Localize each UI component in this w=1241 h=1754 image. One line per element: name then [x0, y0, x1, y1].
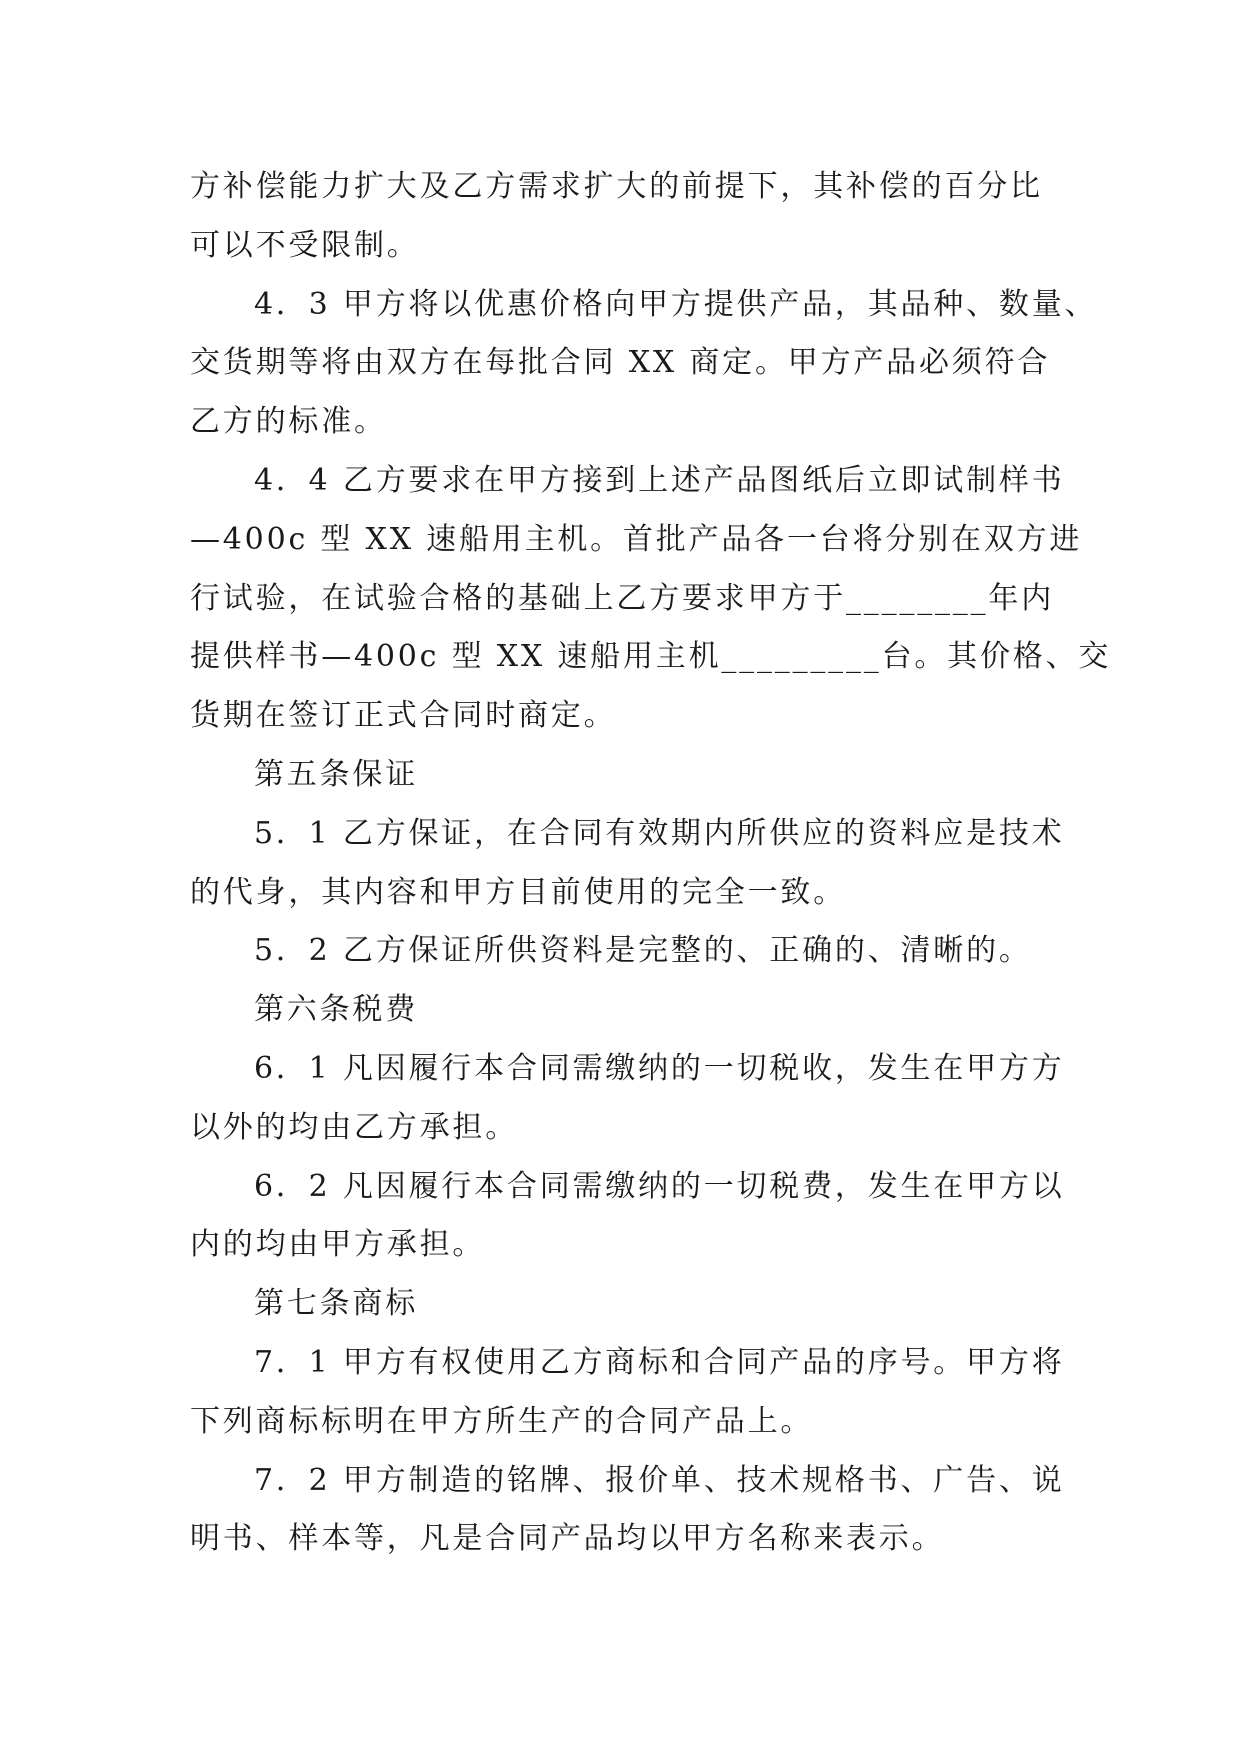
text-line: 货期在签订正式合同时商定。 — [190, 698, 617, 734]
text-line: 可以不受限制。 — [190, 227, 420, 263]
text-line: 内的均由甲方承担。 — [190, 1227, 486, 1263]
document-body — [190, 158, 1112, 1569]
text-line: —400c 型 XX 速船用主机。首批产品各一台将分别在双方进 — [190, 521, 1083, 557]
text-line: 乙方的标准。 — [190, 404, 387, 440]
text-line: 4．3 甲方将以优惠价格向甲方提供产品，其品种、数量、 — [254, 286, 1098, 322]
text-line: 5．2 乙方保证所供资料是完整的、正确的、清晰的。 — [254, 933, 1032, 969]
text-line: 第五条保证 — [254, 756, 418, 792]
text-line: 方补偿能力扩大及乙方需求扩大的前提下，其补偿的百分比 — [190, 169, 1043, 204]
text-line: 第七条商标 — [254, 1286, 418, 1322]
text-line: 7．2 甲方制造的铭牌、报价单、技术规格书、广告、说 — [254, 1462, 1065, 1498]
text-line: 提供样书—400c 型 XX 速船用主机_________台。其价格、交 — [190, 639, 1112, 675]
text-line: 的代身，其内容和甲方目前使用的完全一致。 — [190, 874, 846, 910]
text-line: 行试验，在试验合格的基础上乙方要求甲方于________年内 — [190, 580, 1054, 616]
text-line: 6．1 凡因履行本合同需缴纳的一切税收，发生在甲方方 — [254, 1050, 1065, 1086]
text-line: 明书、样本等，凡是合同产品均以甲方名称来表示。 — [190, 1521, 945, 1557]
text-line: 第六条税费 — [254, 992, 418, 1028]
text-line: 6．2 凡因履行本合同需缴纳的一切税费，发生在甲方以 — [254, 1168, 1065, 1204]
text-line: 下列商标标明在甲方所生产的合同产品上。 — [190, 1403, 814, 1439]
text-line: 交货期等将由双方在每批合同 XX 商定。甲方产品必须符合 — [190, 345, 1051, 381]
text-line: 以外的均由乙方承担。 — [190, 1109, 518, 1145]
text-line: 5．1 乙方保证，在合同有效期内所供应的资料应是技术 — [254, 815, 1065, 851]
text-line: 4．4 乙方要求在甲方接到上述产品图纸后立即试制样书 — [254, 462, 1065, 498]
text-line: 7．1 甲方有权使用乙方商标和合同产品的序号。甲方将 — [254, 1344, 1065, 1380]
